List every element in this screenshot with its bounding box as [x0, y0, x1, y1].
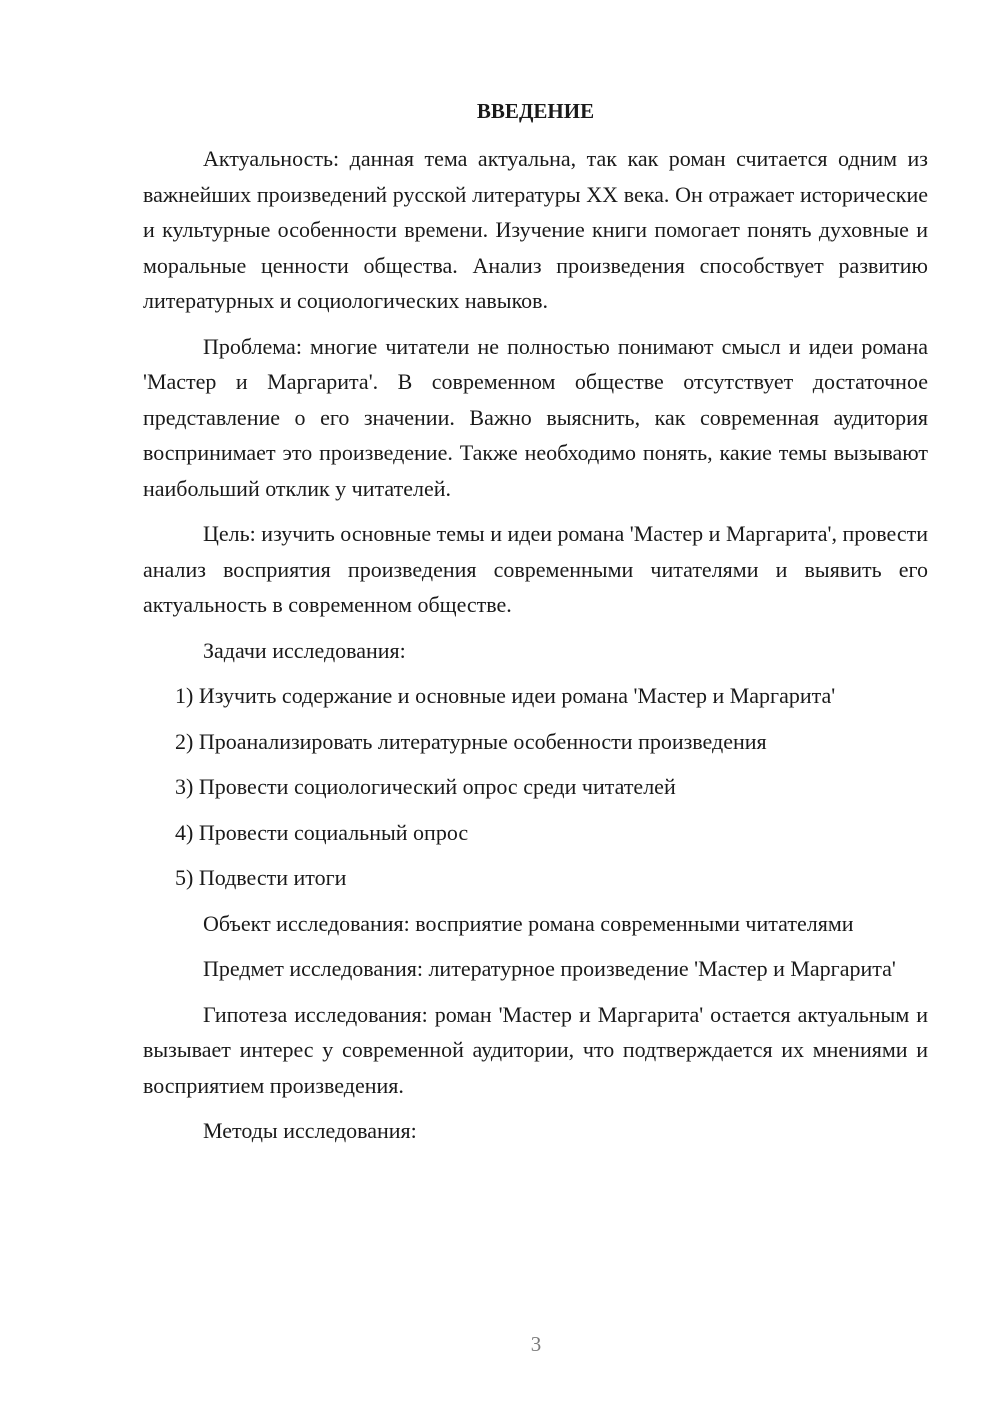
paragraph-methods: Методы исследования:: [203, 1118, 417, 1143]
task-item-4: 4) Провести социальный опрос: [175, 819, 469, 845]
paragraph-relevance: Актуальность: данная тема актуальна, так как роман считается одним из важнейших произведений русской литературы XX века. Он отражает исторические и культурные особенности времени. Изучение книги помогает понять духовные и моральные ценности общества. Анализ произведения способствует развитию литературных и социологических навыков.: [143, 146, 928, 313]
paragraph-hypothesis: Гипотеза исследования: роман 'Мастер и Маргарита' остается актуальным и вызывает интерес у современной аудитории, что подтверждается их мнениями и восприятием произведения.: [143, 1001, 928, 1098]
document-page: [143, 94, 928, 1159]
paragraph-object: Объект исследования: восприятие романа современными читателями: [203, 910, 854, 936]
section-title: ВВЕДЕНИЕ: [476, 99, 595, 123]
task-item-5: 5) Подвести итоги: [175, 865, 347, 890]
task-item-2: 2) Проанализировать литературные особенности произведения: [175, 728, 767, 754]
task-item-3: 3) Провести социологический опрос среди читателей: [175, 774, 676, 799]
paragraph-tasks-heading: Задачи исследования:: [203, 637, 406, 663]
paragraph-goal: Цель: изучить основные темы и идеи романа 'Мастер и Маргарита', провести анализ восприятия произведения современными читателями и выявить его актуальность в современном обществе.: [143, 521, 928, 617]
page-number: 3: [530, 1332, 542, 1356]
paragraph-problem: Проблема: многие читатели не полностью понимают смысл и идеи романа 'Мастер и Маргарита'. В современном обществе отсутствует достаточное представление о его значении. Важно выяснить, как современная аудитория воспринимает это произведение. Также необходимо понять, какие темы вызывают наибольший отклик у читателей.: [143, 333, 928, 501]
paragraph-subject: Предмет исследования: литературное произведение 'Мастер и Маргарита': [203, 956, 896, 981]
task-item-1: 1) Изучить содержание и основные идеи романа 'Мастер и Маргарита': [175, 683, 836, 708]
